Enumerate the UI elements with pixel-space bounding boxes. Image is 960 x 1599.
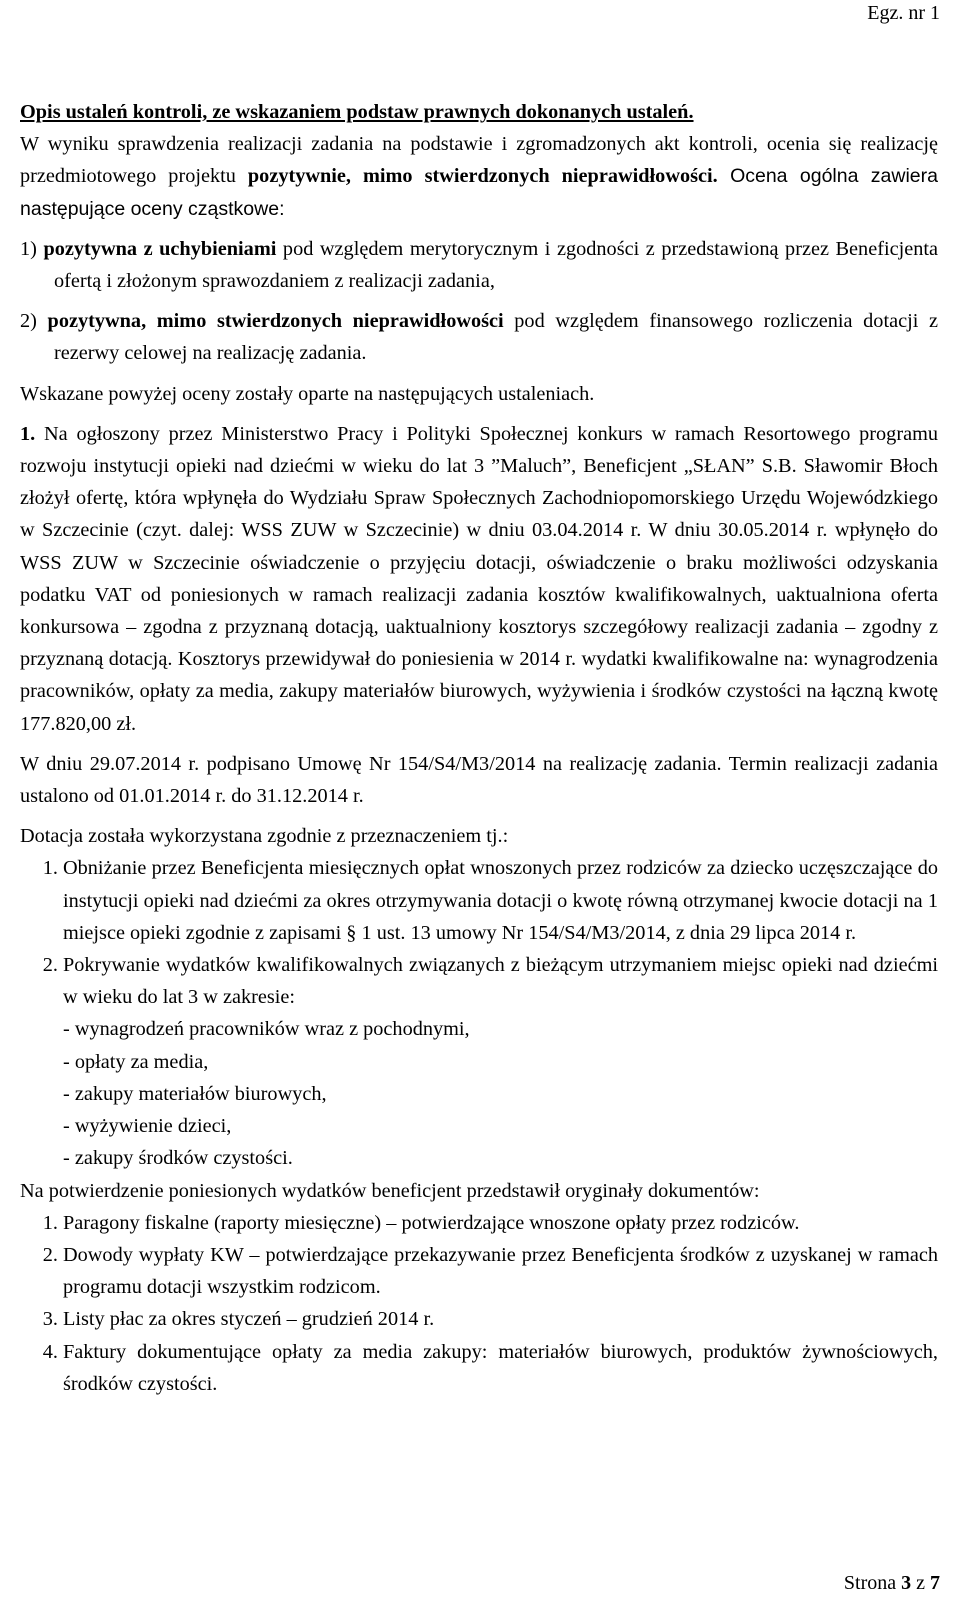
rating-number: 1): [20, 237, 37, 260]
documents-list-item: [20, 1239, 938, 1303]
cost-line: - wyżywienie dzieci,: [63, 1115, 232, 1138]
cost-line: - zakupy środków czystości.: [63, 1147, 293, 1170]
finding-paragraph-1: [20, 418, 938, 740]
documents-list: [20, 1207, 938, 1400]
section-heading: Opis ustaleń kontroli, ze wskazaniem podstaw prawnych dokonanych ustaleń.: [20, 101, 694, 123]
page-label: Strona: [843, 1572, 902, 1594]
intro-text-continued: Ocena ogólna zawiera następujące oceny cząstkowe:: [20, 165, 938, 220]
page-total: 7: [930, 1572, 940, 1594]
usage-intro: Dotacja została wykorzystana zgodnie z przeznaczeniem tj.:: [20, 825, 509, 848]
cost-line: - opłaty za media,: [63, 1050, 209, 1073]
list-item-text: Dowody wypłaty KW – potwierdzające przekazywanie przez Beneficjenta środków z uzyskanej w ramach programu dotacji wszystkim rodzicom.: [63, 1243, 938, 1299]
list-item-text: Faktury dokumentujące opłaty za media zakupy: materiałów biurowych, produktów żywnościowych, środków czystości.: [63, 1340, 938, 1395]
usage-list: [20, 852, 938, 1013]
rating-text: pod względem merytorycznym i zgodności z przedstawioną przez Beneficjenta ofertą i złożonym sprawozdaniem z realizacji zadania,: [54, 237, 939, 293]
cost-line: - zakupy materiałów biurowych,: [63, 1082, 327, 1105]
agreement-paragraph: W dniu 29.07.2014 r. podpisano Umowę Nr 154/S4/M3/2014 na realizację zadania. Termin realizacji zadania ustalono od 01.01.2014 r. do 31.12.2014 r.: [20, 752, 938, 808]
intro-text: W wyniku sprawdzenia realizacji zadania na podstawie i zgromadzonych akt kontroli, ocenia się realizację przedmiotowego projektu: [20, 133, 938, 188]
list-number: 1.: [42, 1211, 58, 1234]
list-item-text: Listy płac za okres styczeń – grudzień 2014 r.: [63, 1308, 435, 1331]
page-footer: [844, 1572, 940, 1595]
list-number: 2.: [42, 954, 58, 977]
documents-list-item: [20, 1207, 938, 1239]
documents-list-item: [20, 1303, 938, 1335]
rating-verdict: pozytywna z uchybieniami: [43, 237, 277, 260]
rating-text: pod względem finansowego rozliczenia dotacji z rezerwy celowej na realizację zadania.: [54, 310, 938, 365]
basis-sentence: Wskazane powyżej oceny zostały oparte na następujących ustaleniach.: [20, 382, 595, 405]
cost-lines: [20, 1013, 938, 1174]
list-item-text: Paragony fiskalne (raporty miesięczne) – potwierdzające wnoszone opłaty przez rodziców.: [63, 1211, 800, 1234]
documents-list-item: [20, 1336, 938, 1400]
intro-assessment: pozytywnie, mimo stwierdzonych nieprawidłowości.: [247, 165, 718, 188]
list-item-text: Pokrywanie wydatków kwalifikowalnych związanych z bieżącym utrzymaniem miejsc opieki nad dziećmi w wieku do lat 3 w zakresie:: [63, 954, 938, 1009]
rating-item-2: [20, 305, 938, 369]
finding-text: Na ogłoszony przez Ministerstwo Pracy i Polityki Społecznej konkurs w ramach Resortowego programu rozwoju instytucji opieki nad dziećmi w wieku do lat 3 ”Maluch”, Beneficjent „SŁAN” S.B. Sławomir Błoch złożył ofertę, która wpłynęła do Wydziału Spraw Społecznych Zachodniopomorskiego Urzędu Wojewódzkiego w Szczecinie (czyt. dalej: WSS ZUW w Szczecinie) w dniu 03.04.2014 r. W dniu 30.05.2014 r. wpłynęło do WSS ZUW w Szczecinie oświadczenie o przyjęciu dotacji, oświadczenie o braku możliwości odzyskania podatku VAT od poniesionych w ramach realizacji zadania kosztów kwalifikowalnych, uaktualniona oferta konkursowa – zgodna z przyznaną dotacją, uaktualniony kosztorys szczegółowy realizacji zadania – zgodny z przyznaną dotacją. Kosztorys przewidywał do poniesienia w 2014 r. wydatki kwalifikowalne na: wynagrodzenia pracowników, opłaty za media, zakupy materiałów biurowych, wyżywienia i środków czystości na łączną kwotę 177.820,00 zł.: [20, 422, 938, 735]
copy-number-label: Egz. nr 1: [867, 2, 940, 24]
list-number: 3.: [42, 1308, 58, 1331]
cost-line: - wynagrodzeń pracowników wraz z pochodnymi,: [63, 1018, 470, 1041]
usage-list-item: [20, 949, 938, 1013]
usage-list-item: [20, 852, 938, 949]
rating-verdict: pozytywna, mimo stwierdzonych nieprawidłowości: [47, 310, 504, 333]
finding-number: 1.: [20, 422, 36, 445]
rating-number: 2): [20, 310, 37, 333]
page-separator: z: [911, 1572, 930, 1594]
intro-paragraph: [20, 128, 938, 225]
list-number: 1.: [42, 857, 58, 880]
rating-item-1: [20, 233, 938, 297]
documents-intro: Na potwierdzenie poniesionych wydatków beneficjent przedstawił oryginały dokumentów:: [20, 1179, 760, 1202]
list-number: 4.: [42, 1340, 58, 1363]
page-current: 3: [901, 1572, 912, 1594]
list-item-text: Obniżanie przez Beneficjenta miesięcznych opłat wnoszonych przez rodziców za dziecko uczęszczające do instytucji opieki nad dziećmi za okres otrzymywania dotacji o kwotę równą otrzymanej kwocie dotacji na 1 miejsce opieki zgodnie z zapisami § 1 ust. 13 umowy Nr 154/S4/M3/2014, z dnia 29 lipca 2014 r.: [63, 857, 938, 944]
list-number: 2.: [42, 1243, 58, 1266]
document-body: [20, 96, 938, 1400]
